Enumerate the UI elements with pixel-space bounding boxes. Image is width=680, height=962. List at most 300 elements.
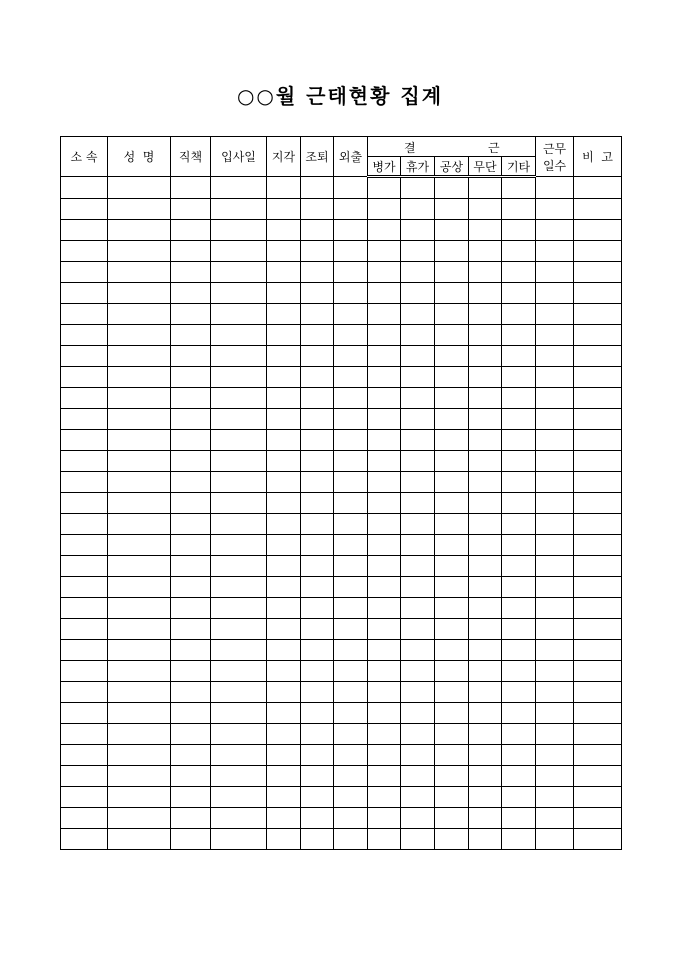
table-cell[interactable] [61,619,108,640]
table-cell[interactable] [211,241,267,262]
table-cell[interactable] [61,535,108,556]
table-cell[interactable] [469,177,502,199]
table-cell[interactable] [171,472,211,493]
table-cell[interactable] [536,493,574,514]
table-cell[interactable] [267,241,301,262]
table-cell[interactable] [469,472,502,493]
table-cell[interactable] [61,325,108,346]
table-cell[interactable] [171,535,211,556]
table-cell[interactable] [469,787,502,808]
table-cell[interactable] [171,262,211,283]
table-cell[interactable] [435,304,469,325]
table-cell[interactable] [61,262,108,283]
table-cell[interactable] [108,766,171,787]
table-cell[interactable] [171,808,211,829]
table-cell[interactable] [574,220,622,241]
table-cell[interactable] [211,451,267,472]
table-cell[interactable] [574,388,622,409]
table-cell[interactable] [301,346,334,367]
table-cell[interactable] [211,682,267,703]
table-cell[interactable] [61,661,108,682]
table-cell[interactable] [574,241,622,262]
table-cell[interactable] [574,829,622,850]
table-cell[interactable] [334,640,368,661]
table-cell[interactable] [334,514,368,535]
table-cell[interactable] [334,367,368,388]
table-cell[interactable] [171,325,211,346]
table-cell[interactable] [171,766,211,787]
table-cell[interactable] [401,598,435,619]
table-cell[interactable] [401,388,435,409]
table-cell[interactable] [211,745,267,766]
table-cell[interactable] [435,283,469,304]
table-cell[interactable] [368,808,401,829]
table-cell[interactable] [171,388,211,409]
table-cell[interactable] [267,472,301,493]
table-cell[interactable] [368,745,401,766]
table-cell[interactable] [211,430,267,451]
table-cell[interactable] [267,787,301,808]
table-cell[interactable] [108,703,171,724]
table-cell[interactable] [211,766,267,787]
table-cell[interactable] [435,220,469,241]
table-cell[interactable] [108,304,171,325]
table-cell[interactable] [368,304,401,325]
table-cell[interactable] [334,220,368,241]
table-cell[interactable] [108,430,171,451]
table-cell[interactable] [502,535,536,556]
table-cell[interactable] [61,220,108,241]
table-cell[interactable] [502,577,536,598]
table-cell[interactable] [469,514,502,535]
table-cell[interactable] [334,493,368,514]
table-cell[interactable] [108,598,171,619]
table-cell[interactable] [334,388,368,409]
table-cell[interactable] [108,535,171,556]
table-cell[interactable] [368,682,401,703]
table-cell[interactable] [401,493,435,514]
table-cell[interactable] [536,724,574,745]
table-cell[interactable] [435,514,469,535]
table-cell[interactable] [536,619,574,640]
table-cell[interactable] [211,829,267,850]
table-cell[interactable] [536,304,574,325]
table-cell[interactable] [574,535,622,556]
table-cell[interactable] [61,283,108,304]
table-cell[interactable] [301,451,334,472]
table-cell[interactable] [334,325,368,346]
table-cell[interactable] [469,262,502,283]
table-cell[interactable] [469,766,502,787]
table-cell[interactable] [61,766,108,787]
table-cell[interactable] [301,682,334,703]
table-cell[interactable] [108,262,171,283]
table-cell[interactable] [61,430,108,451]
table-cell[interactable] [301,829,334,850]
table-cell[interactable] [435,346,469,367]
table-cell[interactable] [61,241,108,262]
table-cell[interactable] [435,409,469,430]
table-cell[interactable] [171,367,211,388]
table-cell[interactable] [61,808,108,829]
table-cell[interactable] [211,472,267,493]
table-cell[interactable] [435,177,469,199]
table-cell[interactable] [61,472,108,493]
table-cell[interactable] [61,346,108,367]
table-cell[interactable] [368,283,401,304]
table-cell[interactable] [536,177,574,199]
table-cell[interactable] [108,346,171,367]
table-cell[interactable] [368,556,401,577]
table-cell[interactable] [574,766,622,787]
table-cell[interactable] [435,430,469,451]
table-cell[interactable] [368,367,401,388]
table-cell[interactable] [301,304,334,325]
table-cell[interactable] [211,177,267,199]
table-cell[interactable] [108,829,171,850]
table-cell[interactable] [108,451,171,472]
table-cell[interactable] [301,724,334,745]
table-cell[interactable] [211,388,267,409]
table-cell[interactable] [536,241,574,262]
table-cell[interactable] [211,325,267,346]
table-cell[interactable] [536,598,574,619]
table-cell[interactable] [368,346,401,367]
table-cell[interactable] [536,346,574,367]
table-cell[interactable] [435,493,469,514]
table-cell[interactable] [171,661,211,682]
table-cell[interactable] [368,577,401,598]
table-cell[interactable] [574,451,622,472]
table-cell[interactable] [469,409,502,430]
table-cell[interactable] [108,556,171,577]
table-cell[interactable] [401,199,435,220]
table-cell[interactable] [536,535,574,556]
table-cell[interactable] [211,556,267,577]
table-cell[interactable] [435,766,469,787]
table-cell[interactable] [401,577,435,598]
table-cell[interactable] [267,808,301,829]
table-cell[interactable] [301,556,334,577]
table-cell[interactable] [108,724,171,745]
table-cell[interactable] [301,325,334,346]
table-cell[interactable] [401,745,435,766]
table-cell[interactable] [301,409,334,430]
table-cell[interactable] [211,577,267,598]
table-cell[interactable] [301,661,334,682]
table-cell[interactable] [536,388,574,409]
table-cell[interactable] [334,535,368,556]
table-cell[interactable] [301,787,334,808]
table-cell[interactable] [267,514,301,535]
table-cell[interactable] [211,619,267,640]
table-cell[interactable] [502,745,536,766]
table-cell[interactable] [211,409,267,430]
table-cell[interactable] [435,451,469,472]
table-cell[interactable] [171,346,211,367]
table-cell[interactable] [211,661,267,682]
table-cell[interactable] [334,262,368,283]
table-cell[interactable] [502,472,536,493]
table-cell[interactable] [502,556,536,577]
table-cell[interactable] [574,640,622,661]
table-cell[interactable] [301,808,334,829]
table-cell[interactable] [334,346,368,367]
table-cell[interactable] [574,598,622,619]
table-cell[interactable] [401,346,435,367]
table-cell[interactable] [301,199,334,220]
table-cell[interactable] [574,682,622,703]
table-cell[interactable] [334,283,368,304]
table-cell[interactable] [267,766,301,787]
table-cell[interactable] [301,493,334,514]
table-cell[interactable] [435,241,469,262]
table-cell[interactable] [301,177,334,199]
table-cell[interactable] [334,451,368,472]
table-cell[interactable] [401,262,435,283]
table-cell[interactable] [171,430,211,451]
table-cell[interactable] [435,724,469,745]
table-cell[interactable] [401,514,435,535]
table-cell[interactable] [469,808,502,829]
table-cell[interactable] [401,766,435,787]
table-cell[interactable] [61,388,108,409]
table-cell[interactable] [108,472,171,493]
table-cell[interactable] [61,598,108,619]
table-cell[interactable] [171,829,211,850]
table-cell[interactable] [368,661,401,682]
table-cell[interactable] [536,367,574,388]
table-cell[interactable] [171,745,211,766]
table-cell[interactable] [368,619,401,640]
table-cell[interactable] [61,829,108,850]
table-cell[interactable] [61,556,108,577]
table-cell[interactable] [108,745,171,766]
table-cell[interactable] [536,556,574,577]
table-cell[interactable] [401,640,435,661]
table-cell[interactable] [502,430,536,451]
table-cell[interactable] [469,325,502,346]
table-cell[interactable] [368,493,401,514]
table-cell[interactable] [334,577,368,598]
table-cell[interactable] [502,514,536,535]
table-cell[interactable] [536,199,574,220]
table-cell[interactable] [401,177,435,199]
table-cell[interactable] [536,430,574,451]
table-cell[interactable] [469,640,502,661]
table-cell[interactable] [401,241,435,262]
table-cell[interactable] [469,493,502,514]
table-cell[interactable] [502,766,536,787]
table-cell[interactable] [267,451,301,472]
table-cell[interactable] [536,409,574,430]
table-cell[interactable] [301,577,334,598]
table-cell[interactable] [334,724,368,745]
table-cell[interactable] [502,304,536,325]
table-cell[interactable] [301,703,334,724]
table-cell[interactable] [469,451,502,472]
table-cell[interactable] [574,703,622,724]
table-cell[interactable] [334,829,368,850]
table-cell[interactable] [536,661,574,682]
table-cell[interactable] [469,304,502,325]
table-cell[interactable] [536,682,574,703]
table-cell[interactable] [502,409,536,430]
table-cell[interactable] [267,493,301,514]
table-cell[interactable] [368,241,401,262]
table-cell[interactable] [267,283,301,304]
table-cell[interactable] [435,388,469,409]
table-cell[interactable] [211,598,267,619]
table-cell[interactable] [267,745,301,766]
table-cell[interactable] [469,535,502,556]
table-cell[interactable] [301,220,334,241]
table-cell[interactable] [171,598,211,619]
table-cell[interactable] [574,577,622,598]
table-cell[interactable] [267,640,301,661]
table-cell[interactable] [574,724,622,745]
table-cell[interactable] [574,661,622,682]
table-cell[interactable] [301,598,334,619]
table-cell[interactable] [435,598,469,619]
table-cell[interactable] [401,829,435,850]
table-cell[interactable] [108,808,171,829]
table-cell[interactable] [435,367,469,388]
table-cell[interactable] [267,619,301,640]
table-cell[interactable] [267,661,301,682]
table-cell[interactable] [435,661,469,682]
table-cell[interactable] [502,177,536,199]
table-cell[interactable] [435,787,469,808]
table-cell[interactable] [334,703,368,724]
table-cell[interactable] [334,619,368,640]
table-cell[interactable] [267,262,301,283]
table-cell[interactable] [61,787,108,808]
table-cell[interactable] [108,787,171,808]
table-cell[interactable] [334,304,368,325]
table-cell[interactable] [61,724,108,745]
table-cell[interactable] [574,177,622,199]
table-cell[interactable] [574,472,622,493]
table-cell[interactable] [61,577,108,598]
table-cell[interactable] [435,262,469,283]
table-cell[interactable] [401,304,435,325]
table-cell[interactable] [267,367,301,388]
table-cell[interactable] [469,367,502,388]
table-cell[interactable] [301,745,334,766]
table-cell[interactable] [401,808,435,829]
table-cell[interactable] [171,241,211,262]
table-cell[interactable] [469,430,502,451]
table-cell[interactable] [574,346,622,367]
table-cell[interactable] [108,409,171,430]
table-cell[interactable] [267,177,301,199]
table-cell[interactable] [368,451,401,472]
table-cell[interactable] [469,199,502,220]
table-cell[interactable] [61,640,108,661]
table-cell[interactable] [401,283,435,304]
table-cell[interactable] [502,829,536,850]
table-cell[interactable] [469,388,502,409]
table-cell[interactable] [301,619,334,640]
table-cell[interactable] [502,493,536,514]
table-cell[interactable] [574,262,622,283]
table-cell[interactable] [267,535,301,556]
table-cell[interactable] [334,430,368,451]
table-cell[interactable] [334,598,368,619]
table-cell[interactable] [334,745,368,766]
table-cell[interactable] [211,808,267,829]
table-cell[interactable] [469,220,502,241]
table-cell[interactable] [435,556,469,577]
table-cell[interactable] [502,787,536,808]
table-cell[interactable] [401,619,435,640]
table-cell[interactable] [61,199,108,220]
table-cell[interactable] [301,262,334,283]
table-cell[interactable] [61,451,108,472]
table-cell[interactable] [435,577,469,598]
table-cell[interactable] [211,367,267,388]
table-cell[interactable] [267,556,301,577]
table-cell[interactable] [435,745,469,766]
table-cell[interactable] [502,724,536,745]
table-cell[interactable] [211,787,267,808]
table-cell[interactable] [108,367,171,388]
table-cell[interactable] [61,682,108,703]
table-cell[interactable] [574,430,622,451]
table-cell[interactable] [502,388,536,409]
table-cell[interactable] [368,829,401,850]
table-cell[interactable] [211,199,267,220]
table-cell[interactable] [469,598,502,619]
table-cell[interactable] [574,304,622,325]
table-cell[interactable] [334,409,368,430]
table-cell[interactable] [171,283,211,304]
table-cell[interactable] [267,388,301,409]
table-cell[interactable] [171,220,211,241]
table-cell[interactable] [368,199,401,220]
table-cell[interactable] [211,640,267,661]
table-cell[interactable] [267,598,301,619]
table-cell[interactable] [574,514,622,535]
table-cell[interactable] [502,346,536,367]
table-cell[interactable] [401,472,435,493]
table-cell[interactable] [171,619,211,640]
table-cell[interactable] [502,808,536,829]
table-cell[interactable] [401,682,435,703]
table-cell[interactable] [368,514,401,535]
table-cell[interactable] [61,177,108,199]
table-cell[interactable] [301,766,334,787]
table-cell[interactable] [536,325,574,346]
table-cell[interactable] [108,325,171,346]
table-cell[interactable] [267,220,301,241]
table-cell[interactable] [435,808,469,829]
table-cell[interactable] [108,220,171,241]
table-cell[interactable] [502,661,536,682]
table-cell[interactable] [267,577,301,598]
table-cell[interactable] [267,304,301,325]
table-cell[interactable] [574,619,622,640]
table-cell[interactable] [401,220,435,241]
table-cell[interactable] [267,430,301,451]
table-cell[interactable] [469,283,502,304]
table-cell[interactable] [435,325,469,346]
table-cell[interactable] [502,619,536,640]
table-cell[interactable] [171,451,211,472]
table-cell[interactable] [211,703,267,724]
table-cell[interactable] [469,829,502,850]
